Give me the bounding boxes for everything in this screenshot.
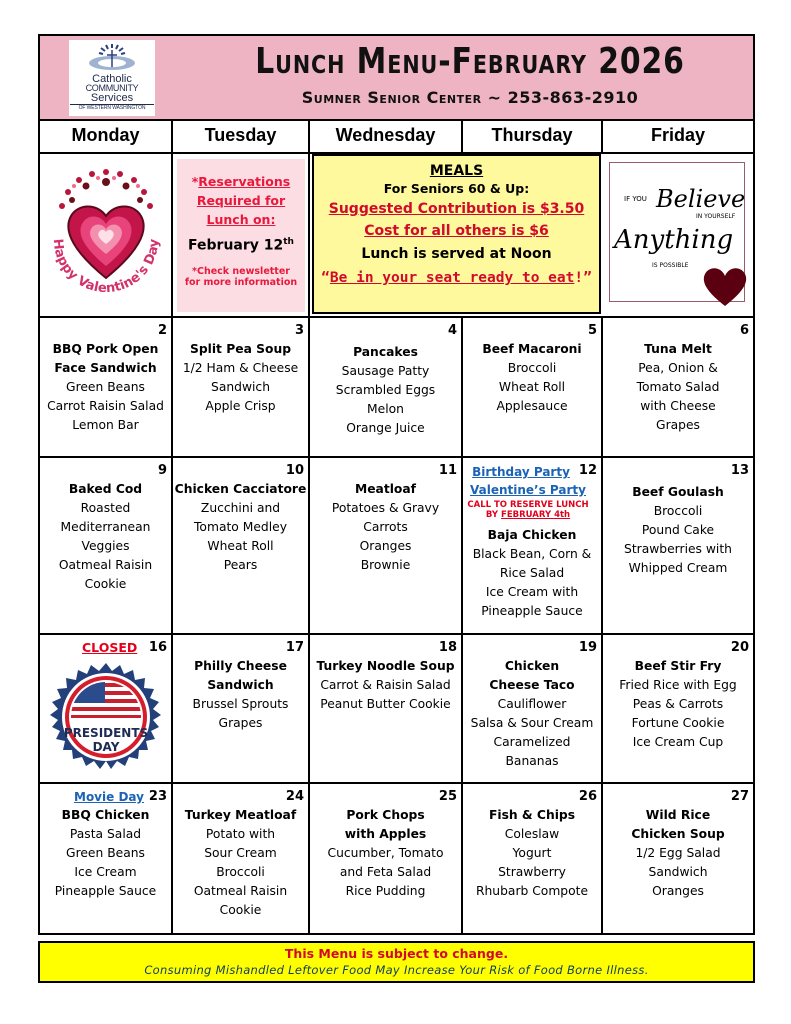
- day-cell-26: 26 Fish & Chips Coleslaw Yogurt Strawberry Rhubarb Compote: [463, 784, 603, 935]
- day-header-tuesday: Tuesday: [173, 119, 310, 154]
- svg-text:Happy Valentine's Day: Happy Valentine's Day: [49, 238, 163, 297]
- day-cell-16: 16 CLOSED PRESIDENTS DAY: [40, 635, 173, 784]
- day-header-friday: Friday: [603, 119, 753, 154]
- day-cell-24: 24 Turkey Meatloaf Potato with Sour Cream Broccoli Oatmeal Raisin Cookie: [173, 784, 310, 935]
- food-safety-warning: Consuming Mishandled Leftover Food May Increase Your Risk of Food Borne Illness.: [144, 963, 649, 977]
- movie-day-link[interactable]: Movie Day: [74, 790, 144, 804]
- day-cell-19: 19 Chicken Cheese Taco Cauliflower Salsa & Sour Cream Caramelized Bananas: [463, 635, 603, 784]
- call-to-reserve-note: CALL TO RESERVE LUNCH BY FEBRUARY 4th: [467, 500, 589, 520]
- reservations-notice: *Reservations Required for Lunch on: February 12th *Check newsletter for more information: [177, 159, 305, 312]
- day-cell-5: 5 Beef Macaroni Broccoli Wheat Roll Applesauce: [463, 318, 603, 458]
- svg-text:DAY: DAY: [92, 740, 120, 754]
- heart-icon: [701, 264, 749, 308]
- day-cell-23: 23 Movie Day BBQ Chicken Pasta Salad Green Beans Ice Cream Pineapple Sauce: [40, 784, 173, 935]
- day-header-thursday: Thursday: [463, 119, 603, 154]
- menu-calendar: [38, 34, 755, 935]
- reservations-cell: [173, 154, 310, 318]
- day-cell-13: 13 Beef Goulash Broccoli Pound Cake Strawberries with Whipped Cream: [603, 458, 753, 635]
- day-cell-27: 27 Wild Rice Chicken Soup 1/2 Egg Salad Sandwich Oranges: [631, 789, 749, 898]
- day-cell-18: 18 Turkey Noodle Soup Carrot & Raisin Salad Peanut Butter Cookie: [310, 635, 463, 784]
- day-header-monday: Monday: [40, 119, 173, 154]
- day-cell-10: 10 Chicken Cacciatore Zucchini and Tomato Medley Wheat Roll Pears: [173, 458, 310, 635]
- presidents-day-badge-icon: [45, 661, 167, 783]
- birthday-party-link[interactable]: Birthday Party: [472, 465, 570, 479]
- day-cell-11: 11 Meatloaf Potatoes & Gravy Carrots Oranges Brownie: [310, 458, 463, 635]
- valentines-party-link[interactable]: Valentine’s Party: [470, 483, 586, 497]
- valentine-image-cell: [40, 154, 173, 318]
- day-cell-2: 2 BBQ Pork Open Face Sandwich Green Beans Carrot Raisin Salad Lemon Bar: [40, 318, 173, 458]
- center-subtitle: Sumner Senior Center ~ 253-863-2910: [301, 88, 639, 107]
- closed-label: CLOSED: [82, 640, 138, 655]
- believe-quote-image: IF YOU Believe IN YOURSELF Anything IS POSSIBLE: [609, 162, 745, 302]
- believe-image-cell: [603, 154, 753, 318]
- ccs-emblem-icon: [87, 43, 137, 73]
- day-cell-9: 9 Baked Cod Roasted Mediterranean Veggies Oatmeal Raisin Cookie: [40, 458, 173, 635]
- svg-text:PRESIDENTS: PRESIDENTS: [63, 726, 149, 740]
- day-cell-4: 4 Pancakes Sausage Patty Scrambled Eggs Melon Orange Juice: [310, 318, 463, 458]
- day-cell-12: 12 Birthday Party Valentine’s Party CALL TO RESERVE LUNCH BY FEBRUARY 4th Baja Chicken Black Bean, Corn & Rice Salad Ice Cream with Pineapple Sauce: [463, 458, 603, 635]
- day-header-wednesday: Wednesday: [310, 119, 463, 154]
- day-cell-25: 25 Pork Chops with Apples Cucumber, Tomato and Feta Salad Rice Pudding: [310, 784, 463, 935]
- day-cell-3: 3 Split Pea Soup 1/2 Ham & Cheese Sandwich Apple Crisp: [173, 318, 310, 458]
- meals-info-cell: [310, 154, 603, 318]
- meals-info-box: MEALS For Seniors 60 & Up: Suggested Contribution is $3.50 Cost for all others is $6 Lunch is served at Noon “Be in your seat ready to eat!”: [312, 154, 601, 314]
- footer-disclaimer: [38, 941, 755, 983]
- day-cell-20: 20 Beef Stir Fry Fried Rice with Egg Peas & Carrots Fortune Cookie Ice Cream Cup: [603, 635, 753, 784]
- day-cell-6: 6 Tuna Melt Pea, Onion & Tomato Salad with Cheese Grapes: [603, 318, 753, 458]
- page-title: Lunch Menu-February 2026: [255, 41, 685, 82]
- valentine-heart-icon: [44, 160, 169, 310]
- day-cell-17: 17 Philly Cheese Sandwich Brussel Sprouts Grapes: [173, 635, 310, 784]
- menu-change-notice: This Menu is subject to change.: [284, 946, 509, 961]
- header-banner: [40, 36, 753, 121]
- ccs-logo: Catholic COMMUNITY Services OF WESTERN WASHINGTON: [69, 40, 155, 116]
